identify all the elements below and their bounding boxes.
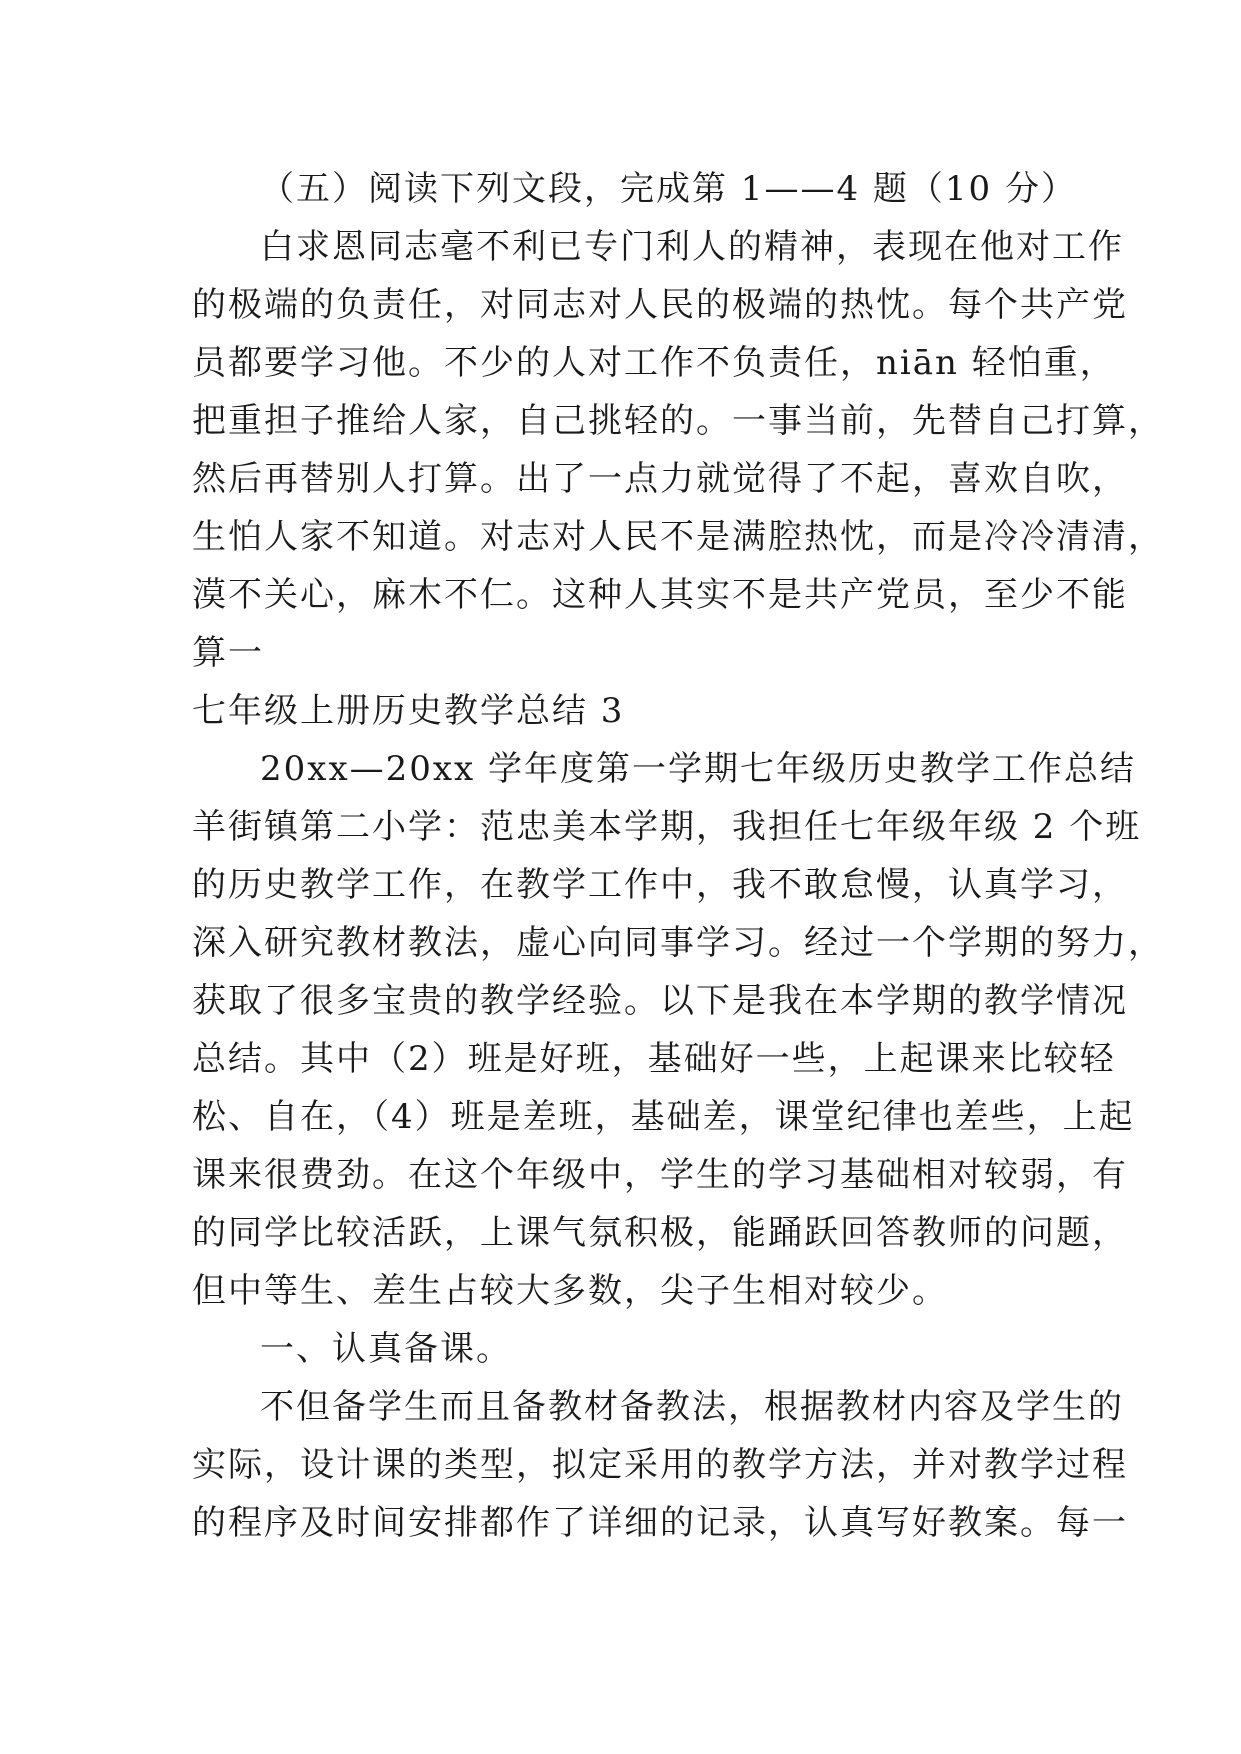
reading-question-heading: （五）阅读下列文段，完成第 1——4 题（10 分） [260, 169, 1077, 209]
paragraph-line: 算一 [192, 633, 264, 673]
paragraph-line: 课来很费劲。在这个年级中，学生的学习基础相对较弱，有 [192, 1155, 1128, 1195]
paragraph-line: 不但备学生而且备教材备教法，根据教材内容及学生的 [260, 1387, 1124, 1427]
paragraph-line: 的程序及时间安排都作了详细的记录，认真写好教案。每一 [192, 1503, 1128, 1543]
document-body [192, 160, 1164, 1552]
paragraph-line: 白求恩同志毫不利已专门利人的精神，表现在他对工作 [260, 227, 1124, 267]
paragraph-line: 获取了很多宝贵的教学经验。以下是我在本学期的教学情况 [192, 981, 1128, 1021]
paragraph-line: 总结。其中（2）班是好班，基础好一些，上起课来比较轻 [192, 1039, 1116, 1079]
paragraph-line: 生怕人家不知道。对志对人民不是满腔热忱，而是冷冷清清， [192, 517, 1164, 557]
paragraph-line: 员都要学习他。不少的人对工作不负责任，niān 轻怕重， [192, 343, 1116, 383]
paragraph-line: 深入研究教材教法，虚心向同事学习。经过一个学期的努力， [192, 923, 1164, 963]
paragraph-line: 实际，设计课的类型，拟定采用的教学方法，并对教学过程 [192, 1445, 1128, 1485]
paragraph-line: 但中等生、差生占较大多数，尖子生相对较少。 [192, 1271, 948, 1311]
paragraph-line: 的极端的负责任，对同志对人民的极端的热忱。每个共产党 [192, 285, 1128, 325]
paragraph-line: 把重担子推给人家，自己挑轻的。一事当前，先替自己打算， [192, 401, 1164, 441]
paragraph-line: 的历史教学工作，在教学工作中，我不敢怠慢，认真学习， [192, 865, 1128, 905]
summary-title-line: 20xx—20xx 学年度第一学期七年级历史教学工作总结 [260, 749, 1137, 789]
paragraph-line: 松、自在，（4）班是差班，基础差，课堂纪律也差些，上起 [192, 1097, 1135, 1137]
section-title: 七年级上册历史教学总结 3 [192, 691, 625, 731]
paragraph-line: 漠不关心，麻木不仁。这种人其实不是共产党员，至少不能 [192, 575, 1128, 615]
subsection-heading: 一、认真备课。 [260, 1329, 512, 1369]
paragraph-line: 的同学比较活跃，上课气氛积极，能踊跃回答教师的问题， [192, 1213, 1128, 1253]
paragraph-line: 羊街镇第二小学：范忠美本学期，我担任七年级年级 2 个班 [192, 807, 1142, 847]
paragraph-line: 然后再替别人打算。出了一点力就觉得了不起，喜欢自吹， [192, 459, 1128, 499]
